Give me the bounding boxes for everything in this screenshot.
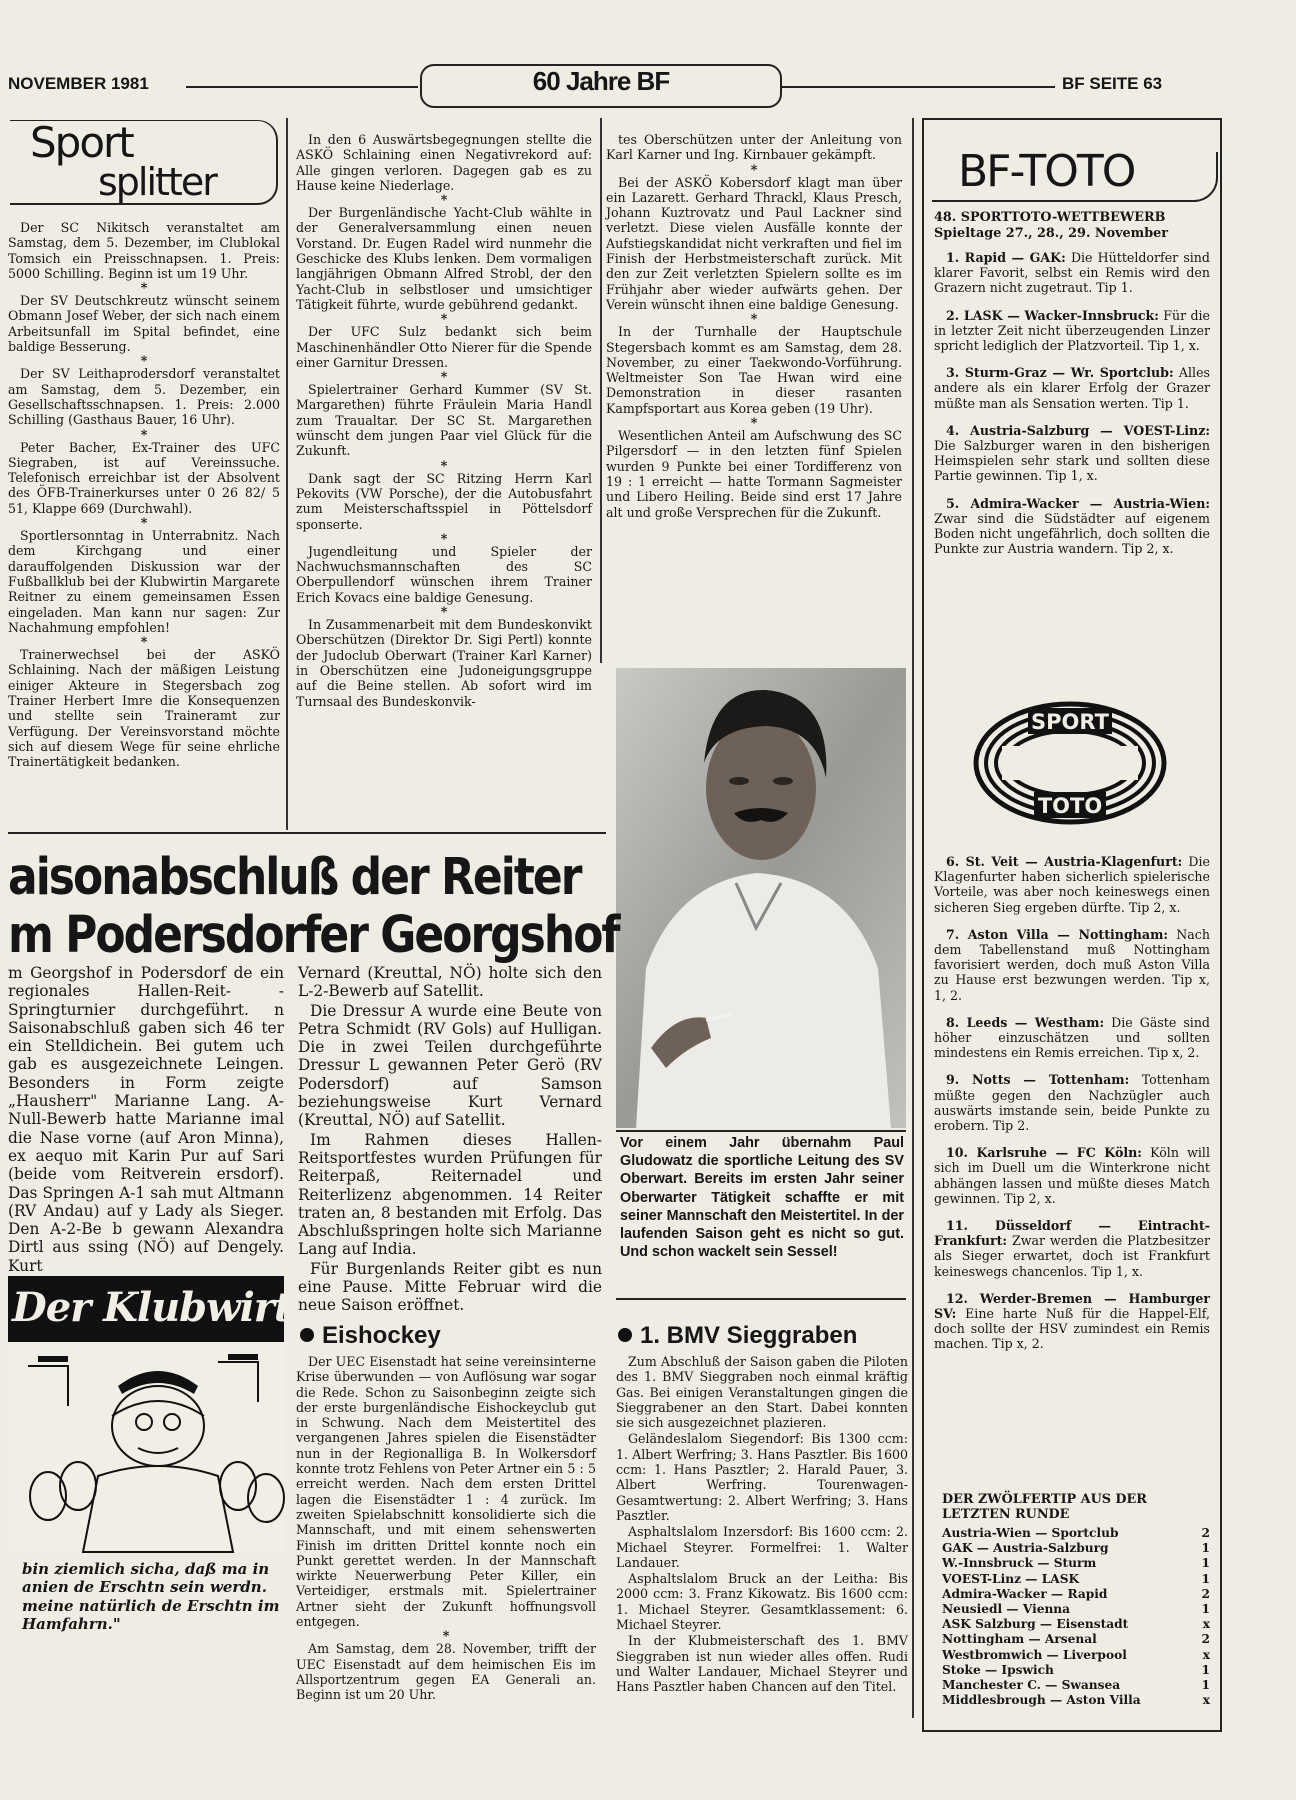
separator-star: * bbox=[440, 192, 448, 208]
notice: Spielertrainer Gerhard Kummer (SV St. Margarethen) führte Fräulein Maria Handl zum Traualtar. Der SC St. Margarethen wünscht dem jungen Paar viel Glück für die Zukunft. bbox=[296, 382, 592, 459]
reiter-right-column bbox=[298, 964, 602, 1315]
photo-gludowatz bbox=[616, 668, 906, 1128]
toto-match: 2. LASK — Wacker-Innsbruck: Für die in letzter Zeit nicht überzeugenden Linzer spricht lediglich der Platzvorteil. Tip 1, x. bbox=[934, 307, 1210, 354]
notice: tes Oberschützen unter der Anleitung von Karl Karner und Ing. Kirnbauer gekämpft. bbox=[606, 132, 902, 163]
separator-star: * bbox=[440, 311, 448, 327]
paragraph: Der UEC Eisenstadt hat seine vereinsinterne Krise überwunden — von Auflösung war sogar die Rede. Schon zu Saisonbeginn zeigte sich der erste burgenländische Eishockeyclub gut in Schwung. Nach dem Meistertitel des vergangenen Jahres spielen die Eisenstädter nun in der Regionalliga B. In Wolkersdorf konnte trotz Fehlens von Peter Artner ein 5 : 5 erreicht werden. Nach dem ersten Drittel lagen die Eisenstädter 1 : 4 zurück. Im zweiten Spielabschnitt konsolidierte sich die Mannschaft, und mit einem sehenswerten Finish im dritten Drittel konnte noch ein Punkt gerettet werden. In der Mannschaft wirkte Neuerwerbung Peter Killer, ein Verteidiger, erstmals mit. Spielertrainer Artner sieht der Zukunft hoffnungsvoll entgegen. bbox=[296, 1354, 596, 1630]
bullet-icon bbox=[618, 1328, 632, 1342]
paragraph: Die Dressur A wurde eine Beute von Petra Schmidt (RV Gols) auf Hulligan. Die in zwei Teilen durchgeführte Dressur L gewannen Peter Gerö (RV Podersdorf) auf Samson beziehungsweise Kurt Vernard (Kreuttal, NÖ) auf Satellit. bbox=[298, 1001, 602, 1130]
zwoelfer-row: Nottingham — Arsenal 2 bbox=[942, 1632, 1210, 1647]
toto-match: 4. Austria-Salzburg — VOEST-Linz: Die Salzburger waren in den bisherigen Heimspielen sehr stark und sollten diese Partie gewinnen. Tip 1, x. bbox=[934, 422, 1210, 484]
notice: Der SC Nikitsch veranstaltet am Samstag, dem 5. Dezember, im Clublokal Tomsich ein Preisschnapsen. 1. Preis: 5000 Schilling. Beginn ist um 19 Uhr. bbox=[8, 220, 280, 281]
toto-match: 9. Notts — Tottenham: Tottenham müßte gegen den Nachzügler auch auswärts imstande sein, beide Punkte zu erobern. Tip 2. bbox=[934, 1072, 1210, 1134]
bmv-title bbox=[618, 1322, 857, 1350]
zwoelfer-row: Middlesbrough — Aston Villa x bbox=[942, 1693, 1210, 1708]
separator-star: * bbox=[140, 426, 148, 442]
sportsplitter-title-1: Sport bbox=[30, 118, 133, 167]
separator-star: * bbox=[442, 1628, 450, 1644]
paragraph: In der Klubmeisterschaft des 1. BMV Sieggraben ist nun wieder alles offen. Rudi und Walter Landauer, Michael Steyrer und Hans Pasztler haben Chancen auf den Titel. bbox=[616, 1633, 908, 1695]
header-date: NOVEMBER 1981 bbox=[8, 74, 149, 93]
paragraph: Asphaltslalom Inzersdorf: Bis 1600 ccm: 2. Michael Steyrer. Formelfrei: 1. Walter Landauer. bbox=[616, 1524, 908, 1570]
eishockey-column bbox=[296, 1354, 596, 1714]
bmv-title-text: 1. BMV Sieggraben bbox=[640, 1322, 858, 1349]
toto-match: 12. Werder-Bremen — Hamburger SV: Eine harte Nuß für die Happel-Elf, doch sollte der HSV zumindest ein Remis machen. Tip x, 2. bbox=[934, 1290, 1210, 1352]
toto-match: 5. Admira-Wacker — Austria-Wien: Zwar sind die Südstädter auf eigenem Boden nicht ungefährlich, doch sollten die Punkte zur Austria wandern. Tip 2, x. bbox=[934, 495, 1210, 557]
toto-match: 8. Leeds — Westham: Die Gäste sind höher einzuschätzen und sollten mindestens ein Remis erreichen. Tip x, 2. bbox=[934, 1014, 1210, 1061]
klubwirt-caption: bin ziemlich sicha, daß ma in anien de Erschtn sein werdn. meine natürlich de Erschtn im Hamfahrn." bbox=[22, 1560, 280, 1634]
notice: Bei der ASKÖ Kobersdorf klagt man über ein Lazarett. Gerhard Thrackl, Klaus Presch, Johann Kuztrovatz und Paul Lackner sind verletzt. Diese vielen Ausfälle konnte der Aufstiegskandidat nicht verkraften und fiel im Finish der Herbstmeisterschaft zurück. Mit den zur Zeit verletzten Spielern sollte es im Frühjahr aber wieder aufwärts gehen. Der Verein wünscht ihnen eine baldige Genesung. bbox=[606, 174, 902, 312]
zwoelfer-row: VOEST-Linz — LASK 1 bbox=[942, 1571, 1210, 1586]
notice: Der SV Leithaprodersdorf veranstaltet am Samstag, dem 5. Dezember, ein Gesellschaftsschnapsen. 1. Preis: 2.000 Schilling (Gasthaus Bauer, 16 Uhr). bbox=[8, 366, 280, 428]
notice: Der Burgenländische Yacht-Club wählte in der Generalversammlung einen neuen Vorstand. Dr. Eugen Radel wird nunmehr die Geschicke des Klubs lenken. Dem vormaligen langjährigen Obmann Alfred Strobl, der den Yacht-Club in selbstloser und umsichtiger Tätigkeit führte, wurde gebührend gedankt. bbox=[296, 205, 592, 312]
portrait-illustration bbox=[616, 668, 906, 1128]
notice: In den 6 Auswärtsbegegnungen stellte die ASKÖ Schlaining einen Negativrekord auf: Alle gingen verloren. Dagegen gab es zu Hause keine Niederlage. bbox=[296, 132, 592, 193]
toto-predictions-b bbox=[934, 854, 1210, 1364]
zwoelfer-table bbox=[942, 1526, 1210, 1708]
zwoelfer-row: Westbromwich — Liverpool x bbox=[942, 1647, 1210, 1662]
bullet-icon bbox=[300, 1328, 314, 1342]
separator-star: * bbox=[140, 280, 148, 296]
zwoelfer-row: Neusiedl — Vienna 1 bbox=[942, 1602, 1210, 1617]
separator-star: * bbox=[440, 530, 448, 546]
zwoelfer-row: Manchester C. — Swansea 1 bbox=[942, 1678, 1210, 1693]
toto-match: 3. Sturm-Graz — Wr. Sportclub: Alles andere als ein klarer Erfolg der Grazer müßte man als Sensation werten. Tip 1. bbox=[934, 365, 1210, 411]
divider-2 bbox=[600, 118, 602, 663]
separator-star: * bbox=[750, 311, 758, 327]
klubwirt-title: Der Klubwirt bbox=[12, 1284, 292, 1331]
bmv-column bbox=[616, 1354, 908, 1714]
toto-match: 10. Karlsruhe — FC Köln: Köln will sich im Duell um die Winterkrone nicht abhängen lassen und müßte dieses Match gewinnen. Tip 2, x. bbox=[934, 1145, 1210, 1206]
column-3 bbox=[606, 132, 902, 660]
photo-caption: Vor einem Jahr übernahm Paul Gludowatz die sportliche Leitung des SV Oberwart. Bereits im ersten Jahr seiner Oberwarter Tätigkeit schaffte er mit seiner Mannschaft den Meistertitel. In der laufenden Saison geht es nicht so gut. Und schon wackelt sein Sessel! bbox=[620, 1135, 904, 1261]
zwoelfer-row: Admira-Wacker — Rapid 2 bbox=[942, 1586, 1210, 1601]
paragraph: Am Samstag, dem 28. November, trifft der UEC Eisenstadt auf dem heimischen Eis im Allsportzentrum gegen EA Generali an. Beginn ist um 20 Uhr. bbox=[296, 1641, 596, 1703]
notice: Jugendleitung und Spieler der Nachwuchsmannschaften des SC Oberpullendorf wünschen ihrem Trainer Erich Kovacs eine baldige Genesung. bbox=[296, 543, 592, 605]
sportsplitter-column bbox=[8, 220, 280, 825]
toto-match: 7. Aston Villa — Nottingham: Nach dem Tabellenstand muß Nottingham favorisiert werden, doch muß Aston Villa zu Hause erst bezwungen werden. Tip x, 1, 2. bbox=[934, 926, 1210, 1003]
paragraph: Zum Abschluß der Saison gaben die Piloten des 1. BMV Sieggraben noch einmal kräftig Gas. Bei einigen Veranstaltungen gingen die Sieggrabener an den Start. Dabei konnten sie sich ausgezeichnet plazieren. bbox=[616, 1354, 908, 1431]
notice: Sportlersonntag in Unterrabnitz. Nach dem Kirchgang und einer darauffolgenden Diskussion war der Fußballklub bei der Klubwirtin Margarete Reitner zu einem gemeinsamen Essen eingeladen. Man kann nur sagen: Zur Nachahmung empfohlen! bbox=[8, 528, 280, 635]
separator-star: * bbox=[440, 604, 448, 620]
divider-1 bbox=[286, 118, 288, 830]
header-center-title: 60 Jahre BF bbox=[532, 66, 670, 96]
toto-predictions-a bbox=[934, 250, 1210, 568]
toto-intro-2: Spieltage 27., 28., 29. November bbox=[934, 226, 1169, 241]
toto-match: 1. Rapid — GAK: Die Hütteldorfer sind klarer Favorit, selbst ein Remis wird den Grazern nicht zugetraut. Tip 1. bbox=[934, 250, 1210, 296]
separator-star: * bbox=[140, 515, 148, 531]
notice: Dank sagt der SC Ritzing Herrn Karl Pekovits (VW Porsche), der die Autobusfahrt zum Meisterschaftsspiel in Pöttelsdorf sponserte. bbox=[296, 470, 592, 532]
separator-star: * bbox=[440, 369, 448, 385]
separator-star: * bbox=[140, 634, 148, 650]
notice: Der UFC Sulz bedankt sich beim Maschinenhändler Otto Nierer für die Spende einer Garnitur Dressen. bbox=[296, 324, 592, 370]
header-rule-left bbox=[186, 86, 418, 88]
notice: In der Turnhalle der Hauptschule Stegersbach kommt es am Samstag, dem 28. November, zu einer Taekwondo-Vorführung. Weltmeister Son Tae Hwan wird eine Demonstration in dieser rasanten Kampfsportart aus Korea geben (19 Uhr). bbox=[606, 324, 902, 416]
paragraph: Für Burgenlands Reiter gibt es nun eine Pause. Mitte Februar wird die neue Saison eröffnet. bbox=[298, 1259, 602, 1315]
zwoelfer-row: Stoke — Ipswich 1 bbox=[942, 1662, 1210, 1677]
paragraph: Geländeslalom Siegendorf: Bis 1300 ccm: 1. Albert Werfring; 3. Hans Pasztler. Bis 1600 ccm: 1. Hans Pasztler; 2. Harald Pauer, 3. Albert Werfring. Tourenwagen-Gesamtwertung: 2. Albert Werfring; 3. Hans Pasztler. bbox=[616, 1431, 908, 1523]
eishockey-title-text: Eishockey bbox=[322, 1322, 441, 1349]
notice: Peter Bacher, Ex-Trainer des UFC Siegraben, ist auf Vereinssuche. Telefonisch erreichbar ist der Absolvent des ÖFB-Trainerkurses unter 0 26 82/ 5 51, Klappe 669 (Durchwahl). bbox=[8, 439, 280, 516]
zwoelfer-row: W.-Innsbruck — Sturm 1 bbox=[942, 1556, 1210, 1571]
sport-toto-logo bbox=[972, 700, 1168, 826]
toto-title: BF-TOTO bbox=[958, 146, 1135, 197]
notice: Trainerwechsel bei der ASKÖ Schlaining. Nach der mäßigen Leistung einiger Akteure in Stegersbach zog Trainer Herbert Imre die Konsequenzen und stellte sein Traineramt zur Verfügung. Der Vereinsvorstand möchte sich auf diesem Wege für seine ehrliche Trainertätigkeit bedanken. bbox=[8, 647, 280, 770]
paragraph: Im Rahmen dieses Hallen-Reitsportfestes wurden Prüfungen für Reiterpaß, Reiternadel und Reiterlizenz abgenommen. 14 Reiter traten an, 8 bestanden mit Erfolg. Das Abschlußspringen holte sich Marianne Lang auf India. bbox=[298, 1130, 602, 1259]
separator-star: * bbox=[750, 161, 758, 177]
notice: Der SV Deutschkreutz wünscht seinem Obmann Josef Weber, der sich nach einem Arbeitsunfall im Spital befindet, eine baldige Besserung. bbox=[8, 293, 280, 355]
reiter-top-rule bbox=[8, 832, 606, 834]
notice: In Zusammenarbeit mit dem Bundeskonvikt Oberschützen (Direktor Dr. Sigi Pertl) konnte der Judoclub Oberwart (Trainer Karl Karner) in Oberschützen eine Judoneigungsgruppe auf die Beine stellen. Ab sofort wird im Turnsaal des Bundeskonvik- bbox=[296, 617, 592, 709]
column-2 bbox=[296, 132, 592, 827]
sport-toto-logo-graphic bbox=[972, 700, 1168, 826]
divider-3 bbox=[912, 118, 914, 1718]
notice: Wesentlichen Anteil am Aufschwung des SC Pilgersdorf — in den letzten fünf Spielen wurden 9 Punkte bei einer Tordifferenz von 19 : 1 erreicht — hatte Tormann Sagmeister und Libero Heiling. Beide sind erst 17 Jahre alt und große Versprechen für die Zukunft. bbox=[606, 428, 902, 520]
zwoelfer-row: ASK Salzburg — Eisenstadt x bbox=[942, 1617, 1210, 1632]
separator-star: * bbox=[440, 457, 448, 473]
sportsplitter-title-2: splitter bbox=[98, 160, 216, 204]
header-page: BF SEITE 63 bbox=[1062, 74, 1163, 93]
zwoelfer-row: GAK — Austria-Salzburg 1 bbox=[942, 1541, 1210, 1556]
logo-text-toto: TOTO bbox=[1037, 794, 1103, 818]
separator-star: * bbox=[140, 353, 148, 369]
header-rule-right bbox=[780, 86, 1055, 88]
reiter-headline-2: m Podersdorfer Georgshof bbox=[8, 906, 619, 965]
eishockey-title bbox=[300, 1322, 441, 1350]
paragraph: Vernard (Kreuttal, NÖ) holte sich den L-2-Bewerb auf Satellit. bbox=[298, 964, 602, 1001]
separator-star: * bbox=[750, 415, 758, 431]
paragraph: Asphaltslalom Bruck an der Leitha: Bis 2000 ccm: 3. Franz Kikowatz. Bis 1600 ccm: 1. Michael Steyrer. Gesamtklassement: 6. Michael Steyrer. bbox=[616, 1571, 908, 1633]
reiter-headline-1: aisonabschluß der Reiter bbox=[8, 848, 581, 907]
toto-intro-1: 48. SPORTTOTO-WETTBEWERB bbox=[934, 210, 1166, 225]
logo-text-sport: SPORT bbox=[1031, 710, 1109, 734]
reiter-left-column: m Georgshof in Podersdorf de ein regionales Hallen-Reit- -Springturnier durchgeführt. n Saisonabschluß gaben sich 46 ter ein Stelldichein. Bei gutem uch gab es ausgezeichnete Leingen. Besonders in Form zeigte „Hausherr" Marianne Lang. A-Null-Bewerb hatte Marianne imal die Nase vorne (auf Aron Minna), ex aequo mit Karin Pur auf Sari (beide vom Reitverein ersdorf). Das Springen A-1 sah mut Altmann (RV Andau) auf y Lady als Sieger. Den A-2-Be b gewann Alexandra Dirtl aus ssing (NÖ) auf Dengely. Kurt bbox=[8, 964, 284, 1275]
toto-match: 11. Düsseldorf — Eintracht-Frankfurt: Zwar werden die Platzbesitzer als Sieger erwartet, doch ist Frankfurt keineswegs chancenlos. Tip 1, x. bbox=[934, 1218, 1210, 1279]
zwoelfer-row: Austria-Wien — Sportclub 2 bbox=[942, 1526, 1210, 1540]
zwoelfer-title: DER ZWÖLFERTIP AUS DER LETZTEN RUNDE bbox=[942, 1492, 1147, 1522]
toto-match: 6. St. Veit — Austria-Klagenfurt: Die Klagenfurter haben sicherlich spielerische Vorteile, was aber noch keineswegs einen sicheren Sieg ergeben dürfte. Tip 2, x. bbox=[934, 854, 1210, 915]
